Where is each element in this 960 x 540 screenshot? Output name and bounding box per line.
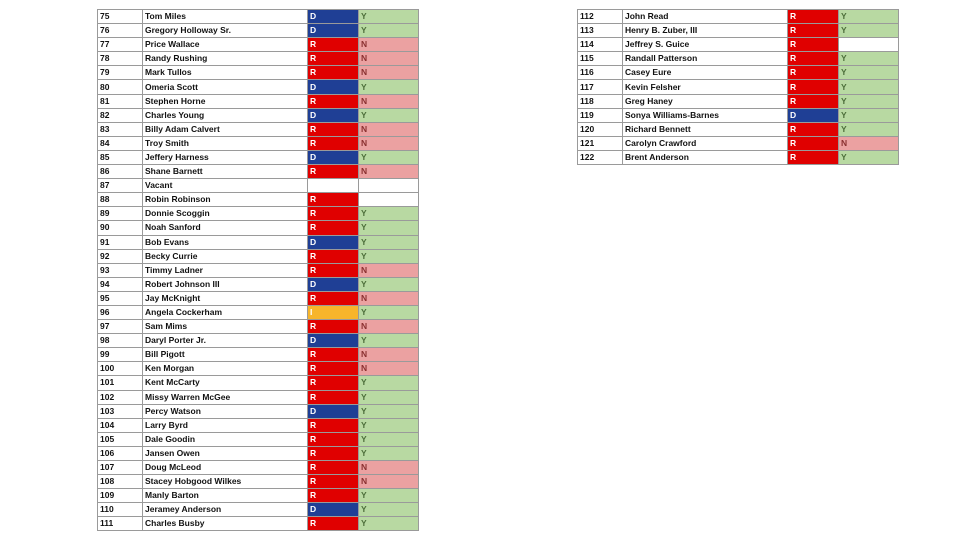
party-badge: R [308,446,359,460]
table-row [98,235,419,249]
district-number: 119 [578,108,623,122]
district-number: 96 [98,305,143,319]
table-row [98,320,419,334]
table-row [578,38,899,52]
district-number: 95 [98,291,143,305]
vote-cell: Y [359,489,419,503]
table-row [98,334,419,348]
table-row [98,10,419,24]
district-number: 116 [578,66,623,80]
party-badge: R [308,475,359,489]
table-row [578,24,899,38]
party-badge: R [308,207,359,221]
party-badge: R [308,136,359,150]
district-number: 115 [578,52,623,66]
party-badge: D [308,334,359,348]
table-row [98,165,419,179]
party-badge: R [308,517,359,531]
party-badge: D [308,24,359,38]
member-name: Stacey Hobgood Wilkes [143,475,308,489]
table-row [98,517,419,531]
district-number: 90 [98,221,143,235]
district-number: 83 [98,122,143,136]
vote-cell [359,179,419,193]
table-row [98,277,419,291]
member-name: Richard Bennett [623,122,788,136]
district-number: 100 [98,362,143,376]
member-name: Manly Barton [143,489,308,503]
table-row [98,221,419,235]
member-name: Daryl Porter Jr. [143,334,308,348]
party-badge: D [308,404,359,418]
district-number: 87 [98,179,143,193]
party-badge: R [308,320,359,334]
district-number: 121 [578,136,623,150]
vote-cell: Y [839,108,899,122]
vote-cell: Y [839,122,899,136]
party-badge: R [788,94,839,108]
roster-table-left [97,9,419,531]
vote-cell: Y [359,221,419,235]
district-number: 91 [98,235,143,249]
vote-cell: Y [839,80,899,94]
member-name: Larry Byrd [143,418,308,432]
district-number: 80 [98,80,143,94]
vote-cell: N [359,362,419,376]
vote-cell: Y [839,52,899,66]
member-name: Troy Smith [143,136,308,150]
table-row [98,66,419,80]
district-number: 106 [98,446,143,460]
district-number: 107 [98,461,143,475]
party-badge: D [308,10,359,24]
table-row [98,193,419,207]
party-badge: R [308,122,359,136]
member-name: Tom Miles [143,10,308,24]
party-badge: R [308,94,359,108]
district-number: 77 [98,38,143,52]
vote-cell: Y [359,503,419,517]
table-row [98,179,419,193]
table-row [578,150,899,164]
table-row [578,136,899,150]
table-row [578,52,899,66]
member-name: Ken Morgan [143,362,308,376]
member-name: Sonya Williams-Barnes [623,108,788,122]
vote-cell: Y [359,207,419,221]
table-row [98,348,419,362]
vote-cell: Y [359,517,419,531]
party-badge: R [308,66,359,80]
table-row [98,376,419,390]
party-badge: R [788,66,839,80]
table-row [98,390,419,404]
party-badge: D [308,235,359,249]
table-row [578,122,899,136]
vote-cell: N [359,94,419,108]
vote-cell: Y [359,10,419,24]
vote-cell: N [359,320,419,334]
table-row [98,94,419,108]
member-name: Becky Currie [143,249,308,263]
table-row [98,249,419,263]
table-row [98,122,419,136]
district-number: 89 [98,207,143,221]
district-number: 85 [98,150,143,164]
party-badge: R [788,24,839,38]
member-name: Randall Patterson [623,52,788,66]
table-row [98,461,419,475]
member-name: Jansen Owen [143,446,308,460]
member-name: Jeramey Anderson [143,503,308,517]
party-badge: R [308,249,359,263]
district-number: 99 [98,348,143,362]
table-row [98,362,419,376]
table-row [98,263,419,277]
party-badge: R [308,263,359,277]
member-name: Donnie Scoggin [143,207,308,221]
party-badge: R [308,348,359,362]
vote-cell: Y [359,390,419,404]
member-name: Vacant [143,179,308,193]
vote-cell: Y [359,305,419,319]
vote-cell: Y [839,66,899,80]
vote-cell: Y [359,108,419,122]
district-number: 114 [578,38,623,52]
vote-cell: Y [359,376,419,390]
vote-cell: N [359,475,419,489]
vote-cell: N [359,348,419,362]
roster-table-right [577,9,899,165]
table-row [98,418,419,432]
party-badge: R [788,52,839,66]
member-name: Doug McLeod [143,461,308,475]
district-number: 117 [578,80,623,94]
vote-cell: Y [359,446,419,460]
district-number: 98 [98,334,143,348]
table-row [98,38,419,52]
party-badge: R [308,390,359,404]
vote-cell: Y [359,235,419,249]
vote-cell [359,193,419,207]
table-row [578,66,899,80]
vote-cell: Y [359,432,419,446]
district-number: 88 [98,193,143,207]
party-badge [308,179,359,193]
district-number: 122 [578,150,623,164]
table-row [98,150,419,164]
roster-body-right [578,10,899,165]
vote-cell: Y [359,404,419,418]
vote-cell: N [359,66,419,80]
vote-cell: Y [839,24,899,38]
district-number: 76 [98,24,143,38]
vote-cell: Y [359,277,419,291]
table-row [578,108,899,122]
vote-cell: Y [839,10,899,24]
district-number: 109 [98,489,143,503]
table-row [98,305,419,319]
district-number: 102 [98,390,143,404]
member-name: Bill Pigott [143,348,308,362]
member-name: Noah Sanford [143,221,308,235]
party-badge: R [308,376,359,390]
party-badge: D [788,108,839,122]
vote-cell: N [359,52,419,66]
member-name: Charles Young [143,108,308,122]
district-number: 97 [98,320,143,334]
district-number: 108 [98,475,143,489]
vote-cell [839,38,899,52]
party-badge: R [308,52,359,66]
district-number: 94 [98,277,143,291]
table-row [98,52,419,66]
party-badge: R [788,136,839,150]
party-badge: R [788,150,839,164]
district-number: 113 [578,24,623,38]
vote-cell: Y [839,150,899,164]
table-row [98,80,419,94]
table-row [98,108,419,122]
vote-cell: N [359,461,419,475]
member-name: Jay McKnight [143,291,308,305]
member-name: Robert Johnson III [143,277,308,291]
party-badge: R [308,461,359,475]
table-row [578,10,899,24]
member-name: Jeffery Harness [143,150,308,164]
district-number: 111 [98,517,143,531]
roster-body-left [98,10,419,531]
member-name: Billy Adam Calvert [143,122,308,136]
district-number: 84 [98,136,143,150]
vote-cell: Y [359,24,419,38]
party-badge: R [788,38,839,52]
party-badge: D [308,150,359,164]
member-name: Robin Robinson [143,193,308,207]
party-badge: I [308,305,359,319]
table-row [98,432,419,446]
vote-cell: Y [359,418,419,432]
vote-cell: N [359,291,419,305]
table-row [98,24,419,38]
party-badge: D [308,503,359,517]
vote-cell: N [359,136,419,150]
party-badge: R [308,418,359,432]
party-badge: D [308,80,359,94]
member-name: Carolyn Crawford [623,136,788,150]
member-name: Bob Evans [143,235,308,249]
member-name: Price Wallace [143,38,308,52]
member-name: Greg Haney [623,94,788,108]
table-row [98,489,419,503]
party-badge: R [308,165,359,179]
district-number: 93 [98,263,143,277]
party-badge: R [308,193,359,207]
party-badge: R [788,80,839,94]
member-name: Dale Goodin [143,432,308,446]
vote-cell: Y [359,334,419,348]
district-number: 78 [98,52,143,66]
district-number: 103 [98,404,143,418]
table-row [98,404,419,418]
vote-cell: Y [839,94,899,108]
member-name: Brent Anderson [623,150,788,164]
district-number: 75 [98,10,143,24]
vote-cell: N [359,38,419,52]
member-name: Randy Rushing [143,52,308,66]
member-name: Mark Tullos [143,66,308,80]
district-number: 110 [98,503,143,517]
party-badge: R [308,432,359,446]
member-name: Kent McCarty [143,376,308,390]
district-number: 82 [98,108,143,122]
party-badge: R [308,489,359,503]
district-number: 118 [578,94,623,108]
member-name: John Read [623,10,788,24]
member-name: Charles Busby [143,517,308,531]
party-badge: R [788,10,839,24]
vote-cell: Y [359,150,419,164]
table-row [98,207,419,221]
party-badge: R [308,38,359,52]
party-badge: R [308,291,359,305]
member-name: Gregory Holloway Sr. [143,24,308,38]
party-badge: D [308,277,359,291]
district-number: 81 [98,94,143,108]
table-row [578,94,899,108]
vote-cell: Y [359,249,419,263]
district-number: 112 [578,10,623,24]
party-badge: R [308,362,359,376]
member-name: Angela Cockerham [143,305,308,319]
member-name: Shane Barnett [143,165,308,179]
vote-cell: N [359,122,419,136]
table-row [98,291,419,305]
member-name: Stephen Horne [143,94,308,108]
table-row [98,446,419,460]
table-row [578,80,899,94]
district-number: 105 [98,432,143,446]
vote-cell: N [359,165,419,179]
member-name: Percy Watson [143,404,308,418]
member-name: Casey Eure [623,66,788,80]
party-badge: R [788,122,839,136]
member-name: Sam Mims [143,320,308,334]
vote-cell: Y [359,80,419,94]
member-name: Missy Warren McGee [143,390,308,404]
party-badge: D [308,108,359,122]
district-number: 120 [578,122,623,136]
vote-cell: N [359,263,419,277]
district-number: 104 [98,418,143,432]
district-number: 92 [98,249,143,263]
district-number: 101 [98,376,143,390]
district-number: 86 [98,165,143,179]
member-name: Jeffrey S. Guice [623,38,788,52]
member-name: Henry B. Zuber, III [623,24,788,38]
party-badge: R [308,221,359,235]
member-name: Kevin Felsher [623,80,788,94]
table-row [98,475,419,489]
district-number: 79 [98,66,143,80]
vote-cell: N [839,136,899,150]
member-name: Omeria Scott [143,80,308,94]
member-name: Timmy Ladner [143,263,308,277]
table-row [98,136,419,150]
table-row [98,503,419,517]
